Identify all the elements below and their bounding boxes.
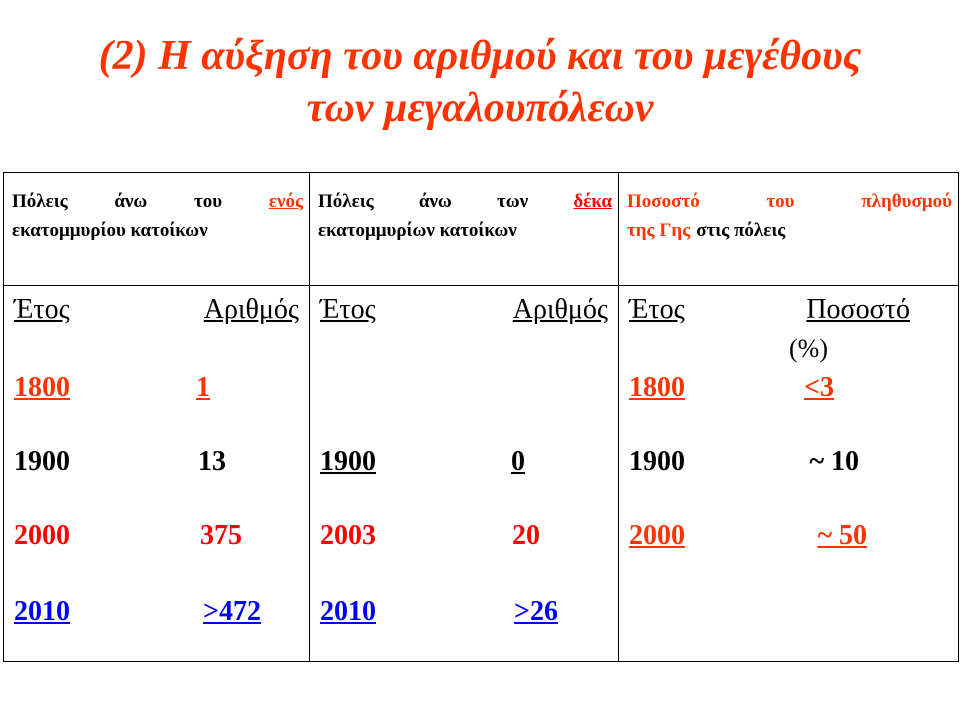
data-row (14, 596, 261, 628)
year-heading: Έτος (320, 294, 376, 325)
header-line2: εκατομμυρίων κατοίκων (318, 220, 517, 241)
year-heading: Έτος (629, 294, 685, 325)
row-year: 1900 (320, 446, 376, 477)
row-year: 2003 (320, 520, 376, 551)
slide-title (0, 30, 960, 134)
data-row (629, 520, 867, 552)
header-word: πληθυσμού (861, 191, 952, 212)
percent-heading: Ποσοστό (806, 294, 910, 325)
row-value: 20 (512, 520, 540, 551)
header-cell-million-cities (4, 173, 310, 286)
header-word: Πόλεις (318, 191, 374, 212)
header-word: του (766, 191, 795, 212)
year-heading: Έτος (14, 294, 70, 325)
column-headings (629, 294, 910, 326)
slide-title-line2: των μεγαλουπόλεων (306, 85, 654, 131)
header-cell-urban-percentage (619, 173, 959, 286)
header-word: άνω (418, 191, 452, 212)
body-cell-ten-million-cities (310, 286, 619, 662)
header-word: άνω (114, 191, 148, 212)
row-year: 2000 (14, 520, 70, 551)
data-row (14, 446, 226, 478)
body-cell-million-cities (4, 286, 310, 662)
header-word: Ποσοστό (627, 191, 700, 212)
count-heading: Αριθμός (512, 294, 608, 325)
row-value: 0 (511, 446, 525, 477)
data-row (14, 520, 242, 552)
header-word: του (194, 191, 223, 212)
statistics-table (3, 172, 959, 662)
header-word: των (497, 191, 529, 212)
row-value: 1 (196, 372, 210, 403)
row-year: 1900 (629, 446, 685, 477)
column-headings (320, 294, 608, 326)
row-year: 2010 (14, 596, 70, 627)
count-heading: Αριθμός (203, 294, 299, 325)
data-row (320, 520, 540, 552)
row-year: 2010 (320, 596, 376, 627)
percent-unit: (%) (789, 334, 828, 363)
data-row (320, 446, 525, 478)
row-year: 1800 (14, 372, 70, 403)
header-word-highlight: ενός (268, 191, 303, 212)
row-value: >472 (203, 596, 261, 627)
row-value: ~ 10 (809, 446, 859, 477)
header-line2: στις πόλεις (696, 220, 786, 241)
row-year: 1900 (14, 446, 70, 477)
column-headings (14, 294, 299, 326)
data-row (14, 372, 210, 404)
data-row (320, 596, 558, 628)
header-word-highlight: δέκα (573, 191, 612, 212)
body-cell-urban-percentage (619, 286, 959, 662)
row-value: 13 (198, 446, 226, 477)
row-year: 2000 (629, 520, 685, 551)
header-line2-highlight: της Γης (627, 220, 691, 241)
header-word: Πόλεις (12, 191, 68, 212)
row-value: >26 (514, 596, 558, 627)
row-year: 1800 (629, 372, 685, 403)
slide-title-line1: (2) Η αύξηση του αριθμού και του μεγέθους (98, 33, 862, 79)
data-row (629, 446, 859, 478)
header-line2: εκατομμυρίου κατοίκων (12, 220, 208, 241)
data-row (629, 372, 834, 404)
row-value: ~ 50 (817, 520, 867, 551)
row-value: <3 (804, 372, 834, 403)
row-value: 375 (200, 520, 242, 551)
header-cell-ten-million-cities (310, 173, 619, 286)
